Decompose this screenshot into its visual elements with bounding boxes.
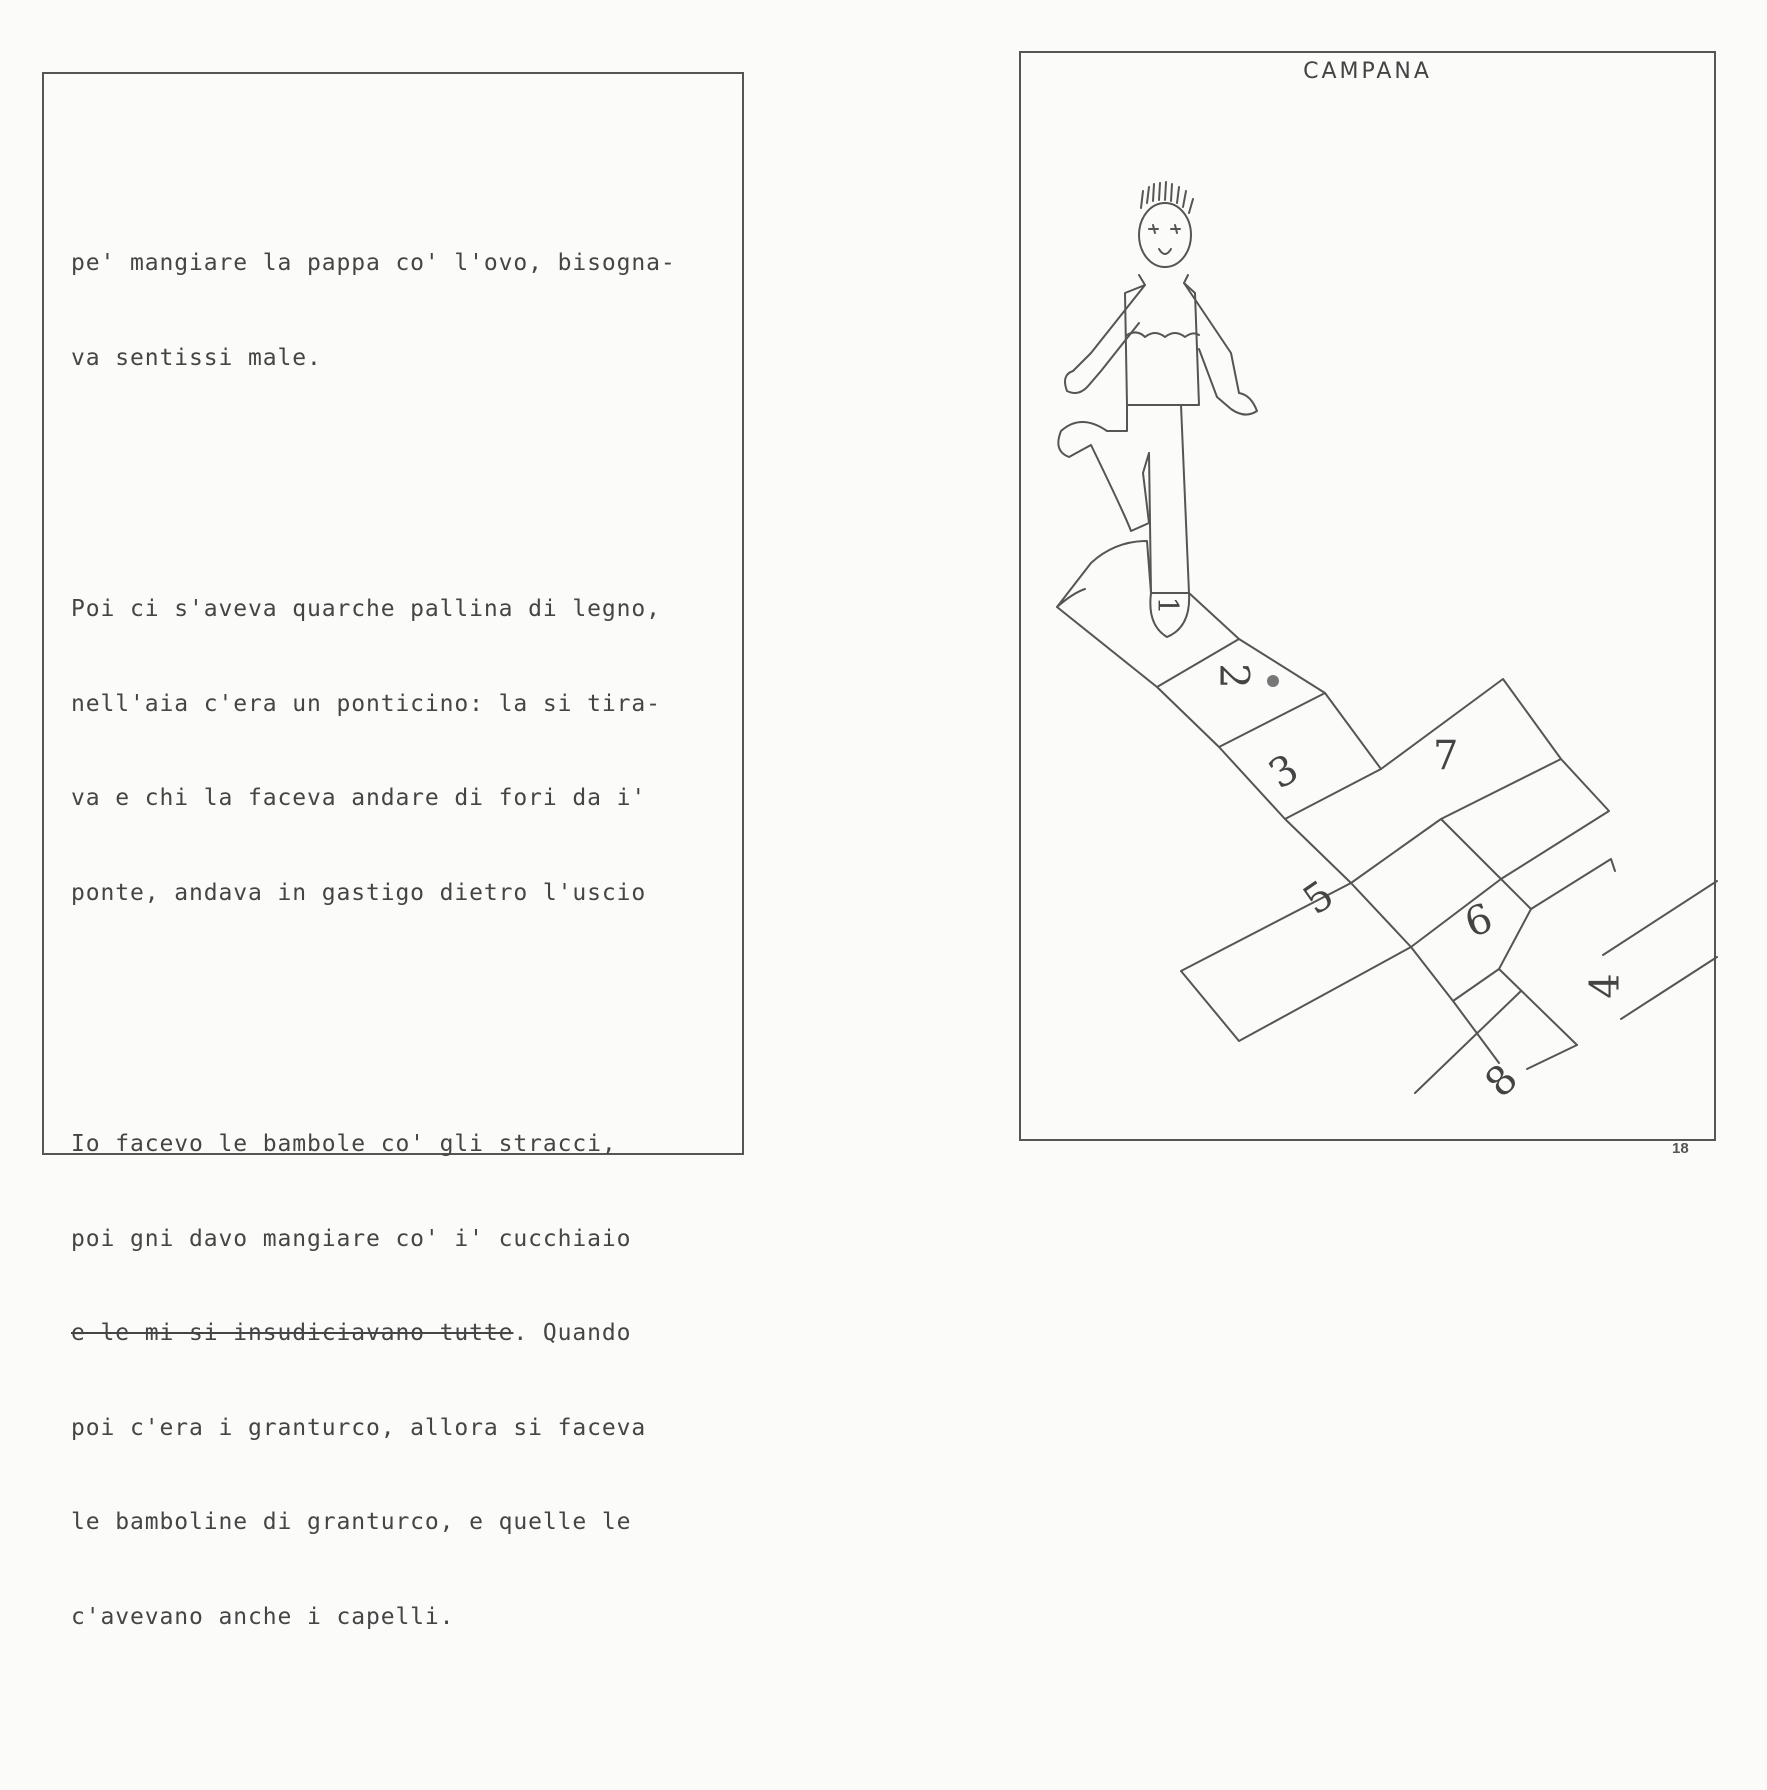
hopscotch-number-3: 3 [1261,745,1307,799]
text-line: c'avevano anche i capelli. [71,1603,455,1630]
text-line: poi c'era i granturco, allora si faceva [71,1414,647,1441]
text-segment: . Quando [513,1320,632,1346]
text-line: va e chi la faceva andare di fori da i' [71,785,647,811]
text-line: ponte, andava in gastigo dietro l'uscio [71,879,647,906]
text-line: Poi ci s'aveva quarche pallina di legno, [71,596,661,622]
paragraph-3 [71,1066,751,1696]
paragraph-1 [71,185,751,437]
right-page [1019,51,1716,1141]
page-number: 18 [1672,1140,1689,1157]
left-page [42,72,744,1630]
struck-through-text: e le mi si insudiciavano tutte [71,1320,514,1346]
hopscotch-number-4: 4 [1582,973,1629,999]
text-line: le bamboline di granturco, e quelle le [71,1509,632,1535]
text-line-with-strikethrough [71,1318,751,1350]
text-line: va sentissi male. [71,344,322,371]
hopscotch-number-2: 2 [1210,663,1257,689]
hopscotch-number-5: 5 [1295,871,1343,925]
text-line: Io facevo le bambole co' gli stracci, [71,1131,617,1157]
hopscotch-number-7: 7 [1433,733,1459,779]
hopscotch-number-1: 1 [1151,596,1185,615]
hopscotch-number-labels [1021,53,1718,1143]
typed-text [71,122,751,1790]
hopscotch-number-6: 6 [1458,895,1499,947]
text-line: poi gni davo mangiare co' i' cucchiaio [71,1225,632,1252]
text-line: nell'aia c'era un ponticino: la si tira- [71,690,661,717]
text-line: pe' mangiare la pappa co' l'ovo, bisogna- [71,250,676,276]
drawing-title: CAMPANA [1303,59,1432,84]
paragraph-2 [71,531,751,972]
hopscotch-number-8: 8 [1476,1055,1527,1107]
